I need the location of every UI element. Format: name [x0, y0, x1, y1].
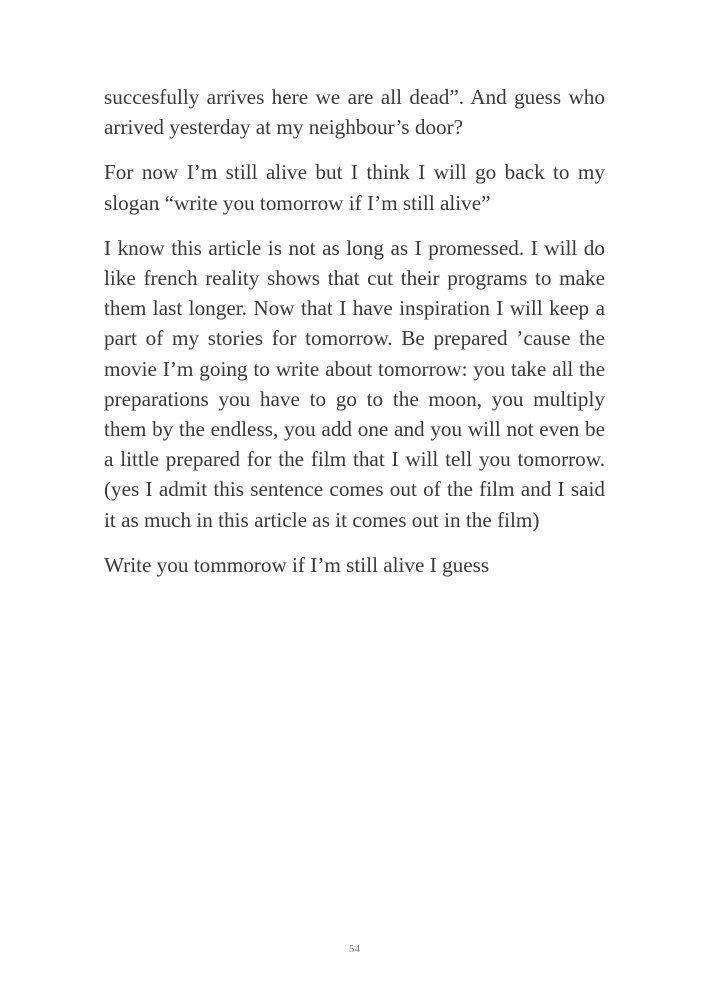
paragraph-4: Write you tommorow if I’m still alive I guess [104, 552, 490, 577]
paragraph-3: I know this article is not as long as I promessed. I will do like french reality shows that cut their programs to make them last longer. Now that I have inspiration I will keep a part of my stories for tomorrow. Be prepared ’cause the movie I’m going to write about tomorrow: you take all the preparations you have to go to the moon, you multiply them by the endless, you add one and you will not even be a little prepared for the film that I will tell you tomorrow. (yes I admit this sentence comes out of the film and I said it as much in this article as it comes out in the film) [104, 235, 605, 532]
paragraph-1: succesfully arrives here we are all dead”. And guess who arrived yesterday at my neighbour’s door? [104, 85, 605, 140]
body-text [104, 82, 605, 595]
paragraph-2: For now I’m still alive but I think I will go back to my slogan “write you tomorrow if I’m still alive” [104, 160, 605, 215]
page-number: 54 [349, 943, 360, 955]
